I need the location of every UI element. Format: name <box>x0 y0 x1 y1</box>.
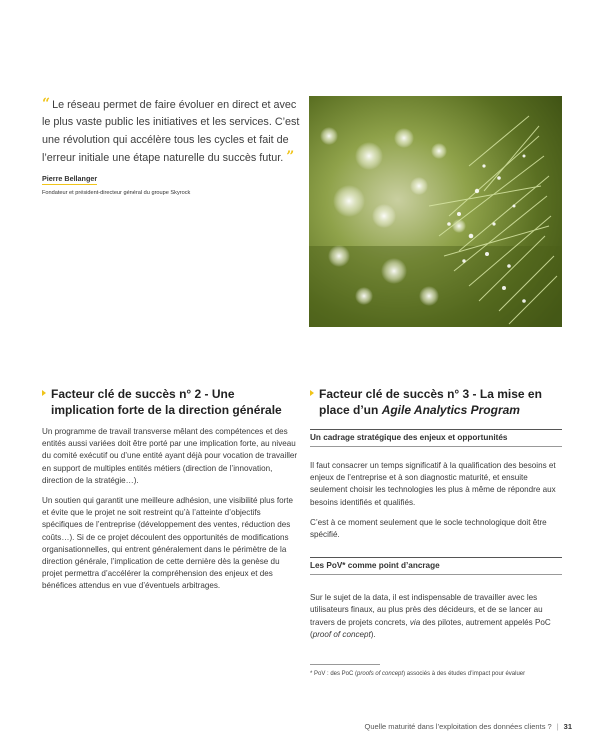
footnote <box>310 671 570 677</box>
footer-separator: | <box>556 722 559 731</box>
success-factor-2-paragraph: Un soutien qui garantit une meilleure adhésion, une visibilité plus forte et évite que le projet ne soit restreint qu’à l’atteinte d’objectifs spécifiques de l’entreprise (développement des ventes, réduction des coûts…). Si de ce projet découlent des opportunités de modifications organisationnelles, qui entrent généralement dans le périmètre de la direction générale, l’implication de cette dernière dès la genèse du projet permettra d’accélérer la compréhension des enjeux et des bénéfices attendus en vue d’éventuels arbitrages. <box>42 496 294 591</box>
success-factor-3 <box>310 386 562 641</box>
pov-text-em: proof of concept <box>312 629 371 639</box>
open-quote-icon: “ <box>42 96 50 112</box>
pine-droplets-photo <box>309 96 562 327</box>
footnote-text: ) associés à des études d’impact pour évaluer <box>403 671 526 677</box>
subsection-title-pov: Les PoV* comme point d’ancrage <box>310 558 562 575</box>
close-quote-icon: ” <box>286 149 294 166</box>
success-factor-2-heading-text: Facteur clé de succès n° 2 - Une implication forte de la direction générale <box>51 387 282 417</box>
pov-text-em: via <box>409 617 421 627</box>
pov-text: Sur le sujet de la data, il est indispensable de travailler avec les utilisateurs finaux, au plus près des décideurs, et de se lancer au travers de projets concrets, <box>310 593 543 627</box>
success-factor-3-heading <box>310 386 562 418</box>
subsection-title-strategy: Un cadrage stratégique des enjeux et opportunités <box>310 430 562 447</box>
success-factor-2-heading <box>42 386 298 418</box>
footnote-text: * PoV : des PoC ( <box>310 671 358 677</box>
quote-text-block <box>42 96 304 168</box>
page-footer <box>365 722 573 731</box>
success-factor-2-paragraph: Un programme de travail transverse mêlant des compétences et des entités aussi variées doit être porté par une implication forte, au niveau du comité exécutif ou d’une entité ayant déjà pour vocation de travailler en support de multiples entités métiers (direction de l’innovation, direction de la stratégie…). <box>42 427 298 485</box>
photo-illustration <box>309 96 562 327</box>
testimonial-quote <box>42 96 304 196</box>
footer-title: Quelle maturité dans l’exploitation des données clients ? <box>364 722 552 731</box>
bullet-arrow-icon <box>42 390 46 396</box>
footnote-divider <box>310 664 380 665</box>
footnote-text-em: proofs of concept <box>357 671 404 677</box>
quote-author: Pierre Bellanger <box>42 173 98 183</box>
pov-text: des pilotes, autrement appelés PoC ( <box>310 617 551 639</box>
pov-paragraph <box>310 592 562 641</box>
success-factor-3-heading-em: Agile Analytics Program <box>381 403 520 417</box>
pov-text: ). <box>370 629 376 639</box>
strategy-paragraph: C’est à ce moment seulement que le socle technologique doit être spécifié. <box>310 517 547 540</box>
quote-text: Le réseau permet de faire évoluer en direct et avec le plus vaste public les initiatives et les services. C’est une révolution qui accélère tous les cycles et fait de l’erreur initiale une étape naturelle du succès futur. <box>42 99 300 165</box>
bullet-arrow-icon <box>310 390 314 396</box>
strategy-paragraph: Il faut consacrer un temps significatif à la qualification des besoins et enjeux de l’entreprise et à son diagnostic maturité, et ensuite seulement choisir les technologies les plus à même de répondre aux besoins identifiés et qualifiés. <box>310 461 556 507</box>
success-factor-2 <box>42 386 298 593</box>
success-factor-3-heading-text: Facteur clé de succès n° 3 - La mise en place d’un <box>319 387 542 417</box>
page-number: 31 <box>563 722 572 731</box>
quote-author-role: Fondateur et président-directeur général du groupe Skyrock <box>42 189 191 196</box>
